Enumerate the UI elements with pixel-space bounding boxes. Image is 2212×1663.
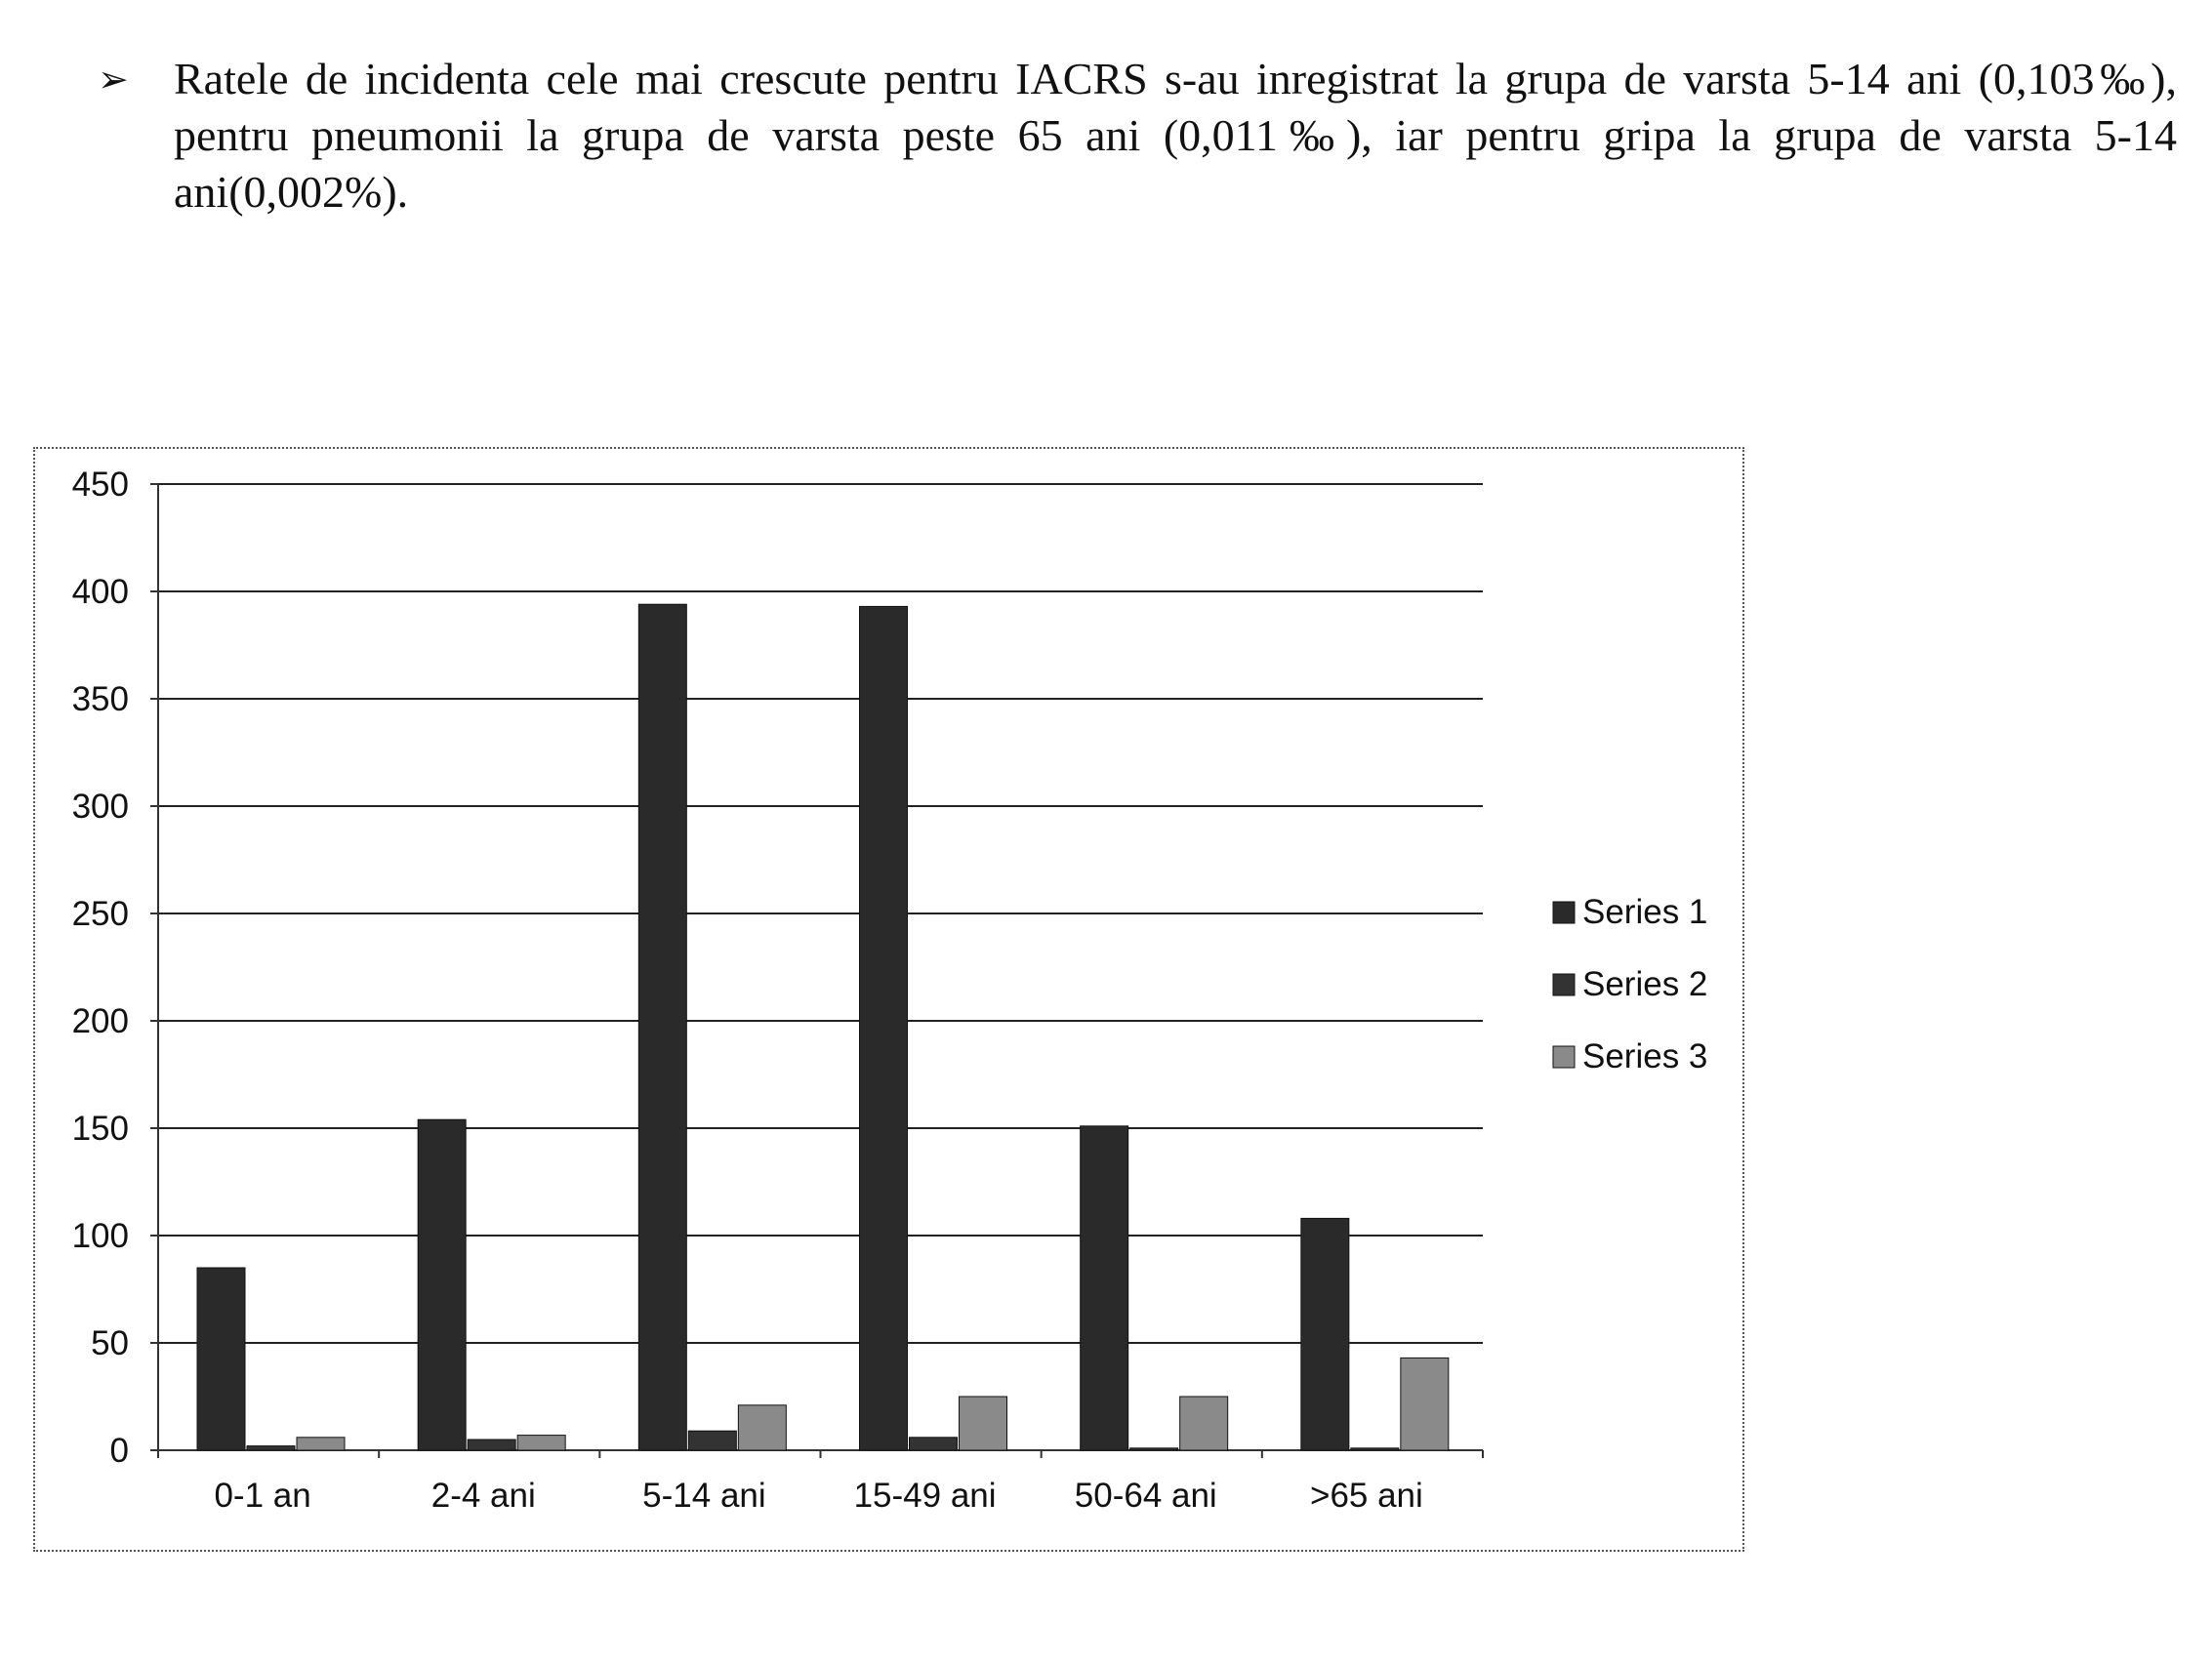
y-tick-label: 100 [71,1217,129,1255]
bar-series-2 [468,1440,515,1450]
legend-swatch [1553,974,1575,995]
bar-series-2 [688,1431,736,1450]
bar-series-3 [738,1405,786,1450]
y-tick-label: 350 [71,680,129,718]
bar-series-2 [247,1446,295,1450]
x-tick-label: 0-1 an [214,1477,311,1515]
bar-series-2 [1351,1448,1399,1450]
y-tick-label: 450 [71,466,129,504]
bar-series-2 [910,1438,958,1450]
y-tick-label: 300 [71,788,129,826]
bar-series-3 [297,1438,345,1450]
chart-frame [33,447,1744,1552]
y-tick-label: 150 [71,1110,129,1148]
x-tick-label: >65 ani [1310,1477,1423,1515]
bar-series-1 [197,1268,245,1450]
x-tick-label: 15-49 ani [853,1477,997,1515]
y-tick-label: 250 [71,895,129,933]
legend-label: Series 3 [1582,1037,1708,1075]
x-tick-label: 50-64 ani [1074,1477,1217,1515]
y-tick-label: 400 [71,573,129,611]
x-tick-label: 5-14 ani [642,1477,766,1515]
bar-chart [35,449,1742,1550]
bar-series-3 [960,1397,1007,1450]
bar-series-3 [1401,1358,1449,1450]
legend-swatch [1553,1046,1575,1068]
y-tick-label: 200 [71,1002,129,1040]
bar-series-3 [517,1436,565,1450]
y-tick-label: 50 [91,1324,129,1362]
arrowhead-bullet-icon: ➢ [98,58,129,101]
bar-series-1 [860,606,908,1450]
legend-swatch [1553,902,1575,923]
bar-series-1 [638,604,686,1450]
legend-label: Series 2 [1582,965,1708,1003]
legend-label: Series 1 [1582,893,1708,931]
y-tick-label: 0 [109,1432,129,1470]
x-tick-label: 2-4 ani [430,1477,536,1515]
bar-series-1 [1081,1126,1128,1450]
bar-series-3 [1180,1397,1228,1450]
intro-paragraph-block [98,51,2177,221]
intro-paragraph: Ratele de incidenta cele mai crescute pentru IACRS s-au inregistrat la grupa de varsta 5-14 ani (0,103‰), pentru pneumonii la grupa de varsta peste 65 ani (0,011‰), iar pentru gripa la grupa de varsta 5-14 ani(0,002%). [174,54,2177,217]
bar-series-1 [418,1119,466,1450]
bar-series-2 [1130,1448,1178,1450]
bar-series-1 [1301,1218,1349,1450]
